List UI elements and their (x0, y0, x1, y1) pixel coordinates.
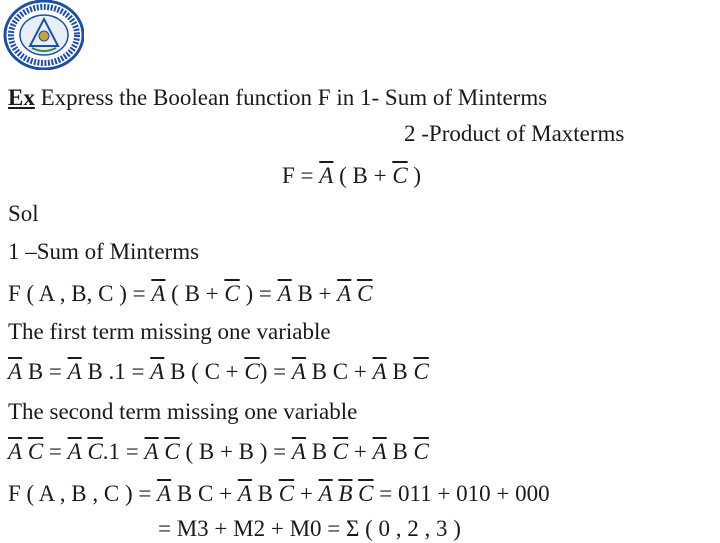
c-bar: $\overline{C}$ (392, 163, 408, 188)
note-second-term: The second term missing one variable (8, 399, 358, 424)
sol-label: Sol (8, 201, 39, 226)
part1-heading: 1 –Sum of Minterms (8, 239, 200, 264)
equation-3: $\overline{A}$ $\overline{C} = \overline{A}$ $\overline{C}.1 = \overline{A}$ $\overline{C}$ ( B + B ) = $\overline{A}$ B $\overline{C} + \overline{A}$ B $\overline{C}$ (8, 439, 429, 464)
task-line-1 (8, 84, 547, 112)
given-function: $F = \overline{A}$ ( $B + \overline{C}$ ) (282, 163, 422, 188)
equation-4: F ( A , B , C ) = $\overline{A}$ B $C + \overline{A}$ B $\overline{C} + \overline{A}$ $\overline{B}$ $\overline{C} = 011 + 010 + 000$ (8, 481, 550, 506)
ex-label: Ex (8, 85, 35, 110)
equation-1: F ( A , B, C ) = $\overline{A}$ ( $B + \overline{C}$ ) = $\overline{A}$ $B + \overline{A}$ $\overline{C}$ (8, 281, 373, 306)
equation-5: = M3 + M2 + M0 = Σ ( 0 , 2 , 3 ) (158, 516, 461, 541)
equation-2: $\overline{A}$ $B = \overline{A}$ B $.1 = \overline{A}$ B ( $C + \overline{C}) = \overline{A}$ B $C + \overline{A}$ B $\overline{C}$ (8, 359, 429, 384)
university-seal-logo (2, 0, 84, 70)
task-text: Express the Boolean function F in 1- Sum of Minterms (40, 85, 548, 110)
note-first-term: The first term missing one variable (8, 319, 331, 344)
a-bar: $\overline{A}$ (319, 163, 334, 188)
task-line-2: 2 -Product of Maxterms (404, 121, 625, 146)
